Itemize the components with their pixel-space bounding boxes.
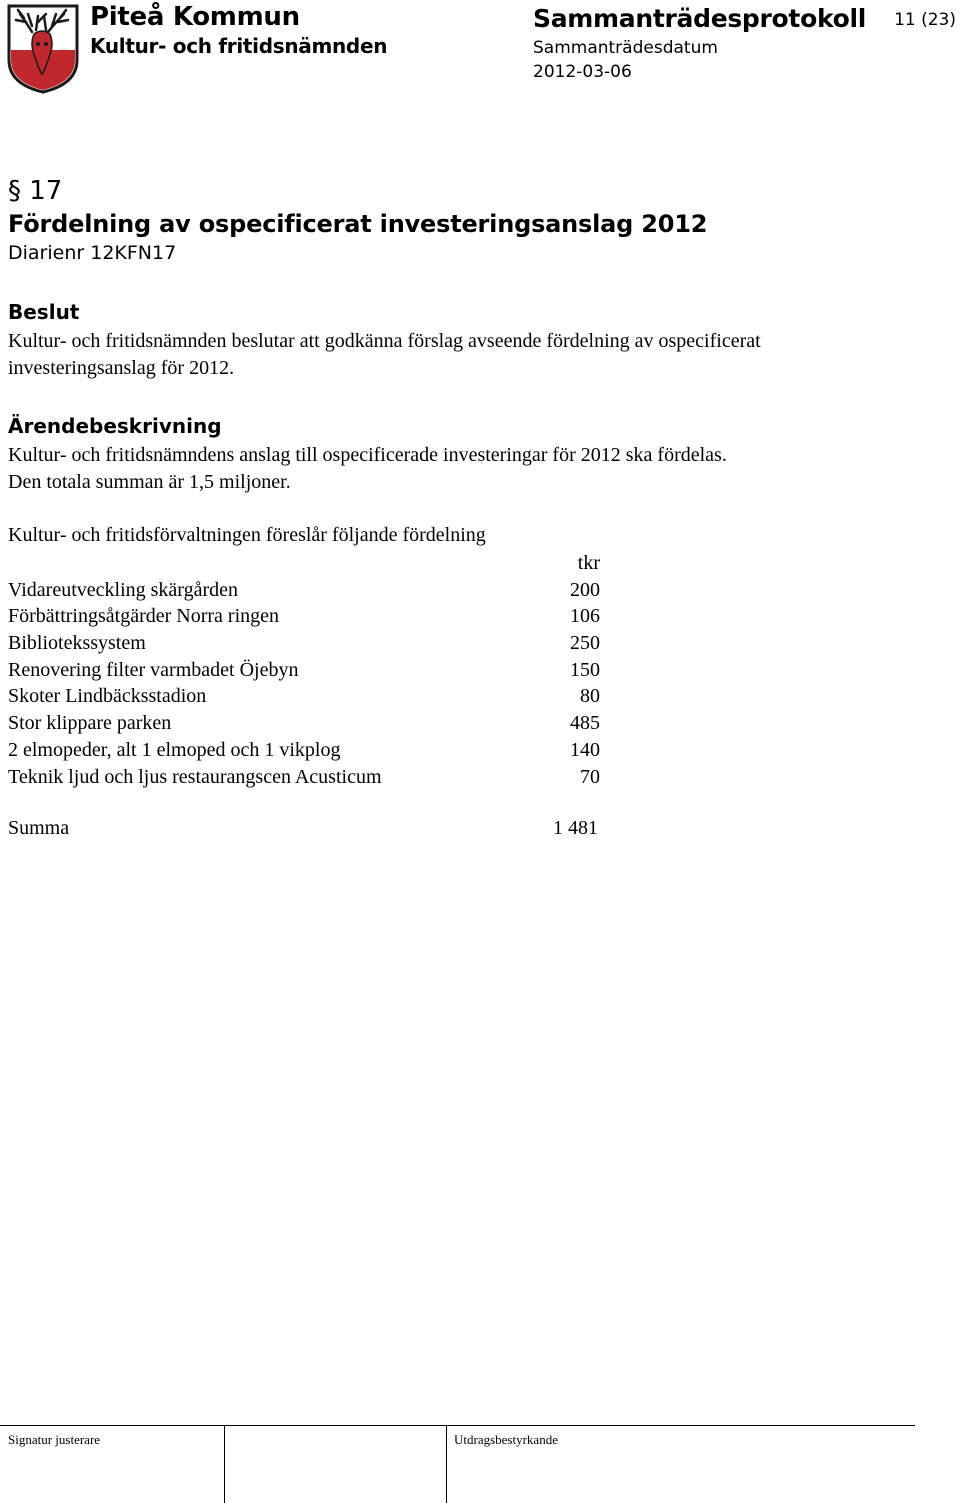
table-row	[8, 737, 600, 764]
footer-divider	[224, 1425, 915, 1426]
reindeer-coat-of-arms-icon	[6, 2, 80, 94]
page-number: 11 (23)	[894, 10, 956, 30]
item-value: 250	[570, 632, 600, 655]
item-label: Vidareutveckling skärgården	[8, 578, 239, 601]
allocation-table	[8, 550, 600, 790]
footer-column-divider	[446, 1426, 447, 1503]
unit-label: tkr	[577, 552, 600, 574]
item-label: Stor klippare parken	[8, 712, 172, 735]
table-row	[8, 710, 600, 737]
beslut-heading: Beslut	[8, 300, 80, 324]
beslut-text-line-2: investeringsanslag för 2012.	[8, 357, 235, 379]
item-label: Förbättringsåtgärder Norra ringen	[8, 605, 280, 628]
item-value: 80	[580, 685, 600, 708]
item-value: 485	[570, 712, 600, 735]
item-value: 200	[570, 578, 600, 601]
table-row	[8, 577, 600, 604]
item-value: 140	[570, 738, 600, 761]
diarie-number: Diarienr 12KFN17	[8, 242, 177, 264]
date-label: Sammanträdesdatum	[533, 38, 718, 58]
item-value: 106	[570, 605, 600, 628]
footer-column-divider	[224, 1426, 225, 1503]
document-type: Sammanträdesprotokoll	[533, 4, 867, 33]
extract-label: Utdragsbestyrkande	[454, 1432, 558, 1447]
table-row	[8, 630, 600, 657]
item-label: Teknik ljud och ljus restaurangscen Acusticum	[8, 765, 382, 788]
item-label: Skoter Lindbäcksstadion	[8, 685, 207, 708]
item-label: 2 elmopeder, alt 1 elmoped och 1 vikplog	[8, 738, 341, 761]
item-value: 70	[580, 765, 600, 788]
committee-name: Kultur- och fritidsnämnden	[90, 34, 388, 58]
date-value: 2012-03-06	[533, 62, 632, 82]
footer-divider	[0, 1425, 224, 1426]
paragraph-number: § 17	[8, 176, 63, 206]
table-row	[8, 764, 600, 791]
org-name: Piteå Kommun	[90, 2, 300, 32]
sum-value: 1 481	[553, 817, 598, 839]
section-title: Fördelning av ospecificerat investeringsanslag 2012	[8, 210, 708, 238]
arende-text-line-2: Den totala summan är 1,5 miljoner.	[8, 471, 291, 493]
signature-label: Signatur justerare	[8, 1432, 101, 1447]
table-row	[8, 603, 600, 630]
unit-row	[8, 550, 600, 577]
item-label: Bibliotekssystem	[8, 632, 146, 655]
proposal-intro: Kultur- och fritidsförvaltningen föreslår följande fördelning	[8, 524, 486, 546]
item-value: 150	[570, 658, 600, 681]
table-row	[8, 683, 600, 710]
beslut-text-line-1: Kultur- och fritidsnämnden beslutar att godkänna förslag avseende fördelning av ospecificerat	[8, 330, 761, 352]
arendebeskrivning-heading: Ärendebeskrivning	[8, 414, 222, 438]
item-label: Renovering filter varmbadet Öjebyn	[8, 658, 299, 681]
table-row	[8, 657, 600, 684]
sum-row	[8, 817, 598, 840]
arende-text-line-1: Kultur- och fritidsnämndens anslag till ospecificerade investeringar för 2012 ska fördelas.	[8, 444, 727, 466]
sum-label: Summa	[8, 817, 70, 839]
